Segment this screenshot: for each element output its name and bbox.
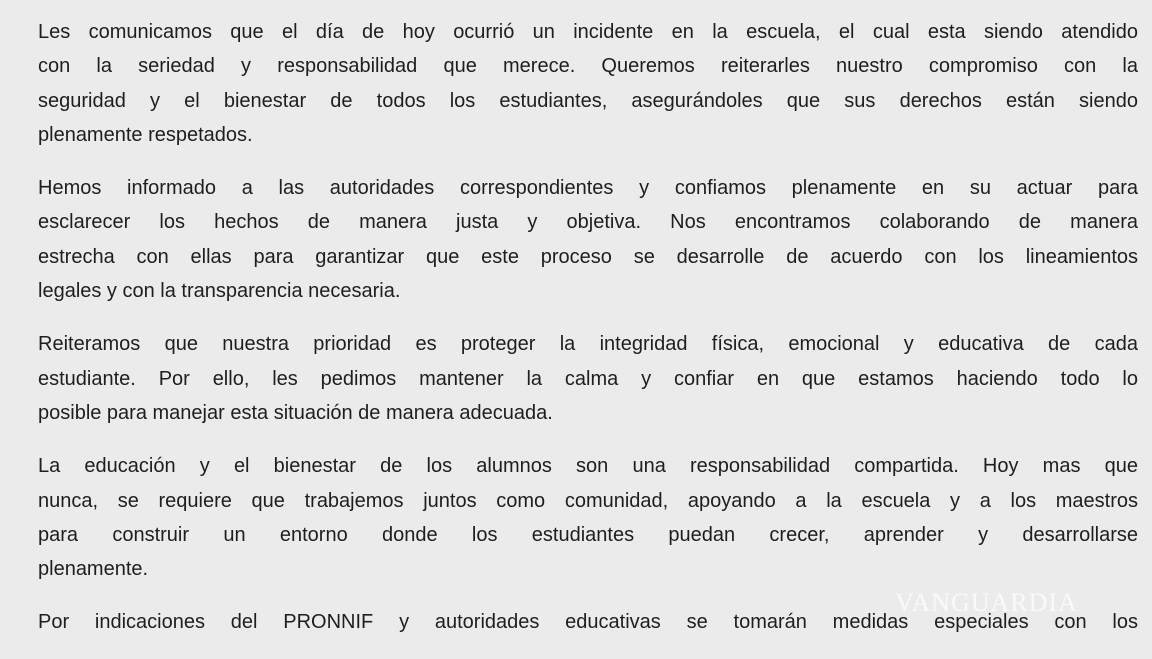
text-line: estrecha con ellas para garantizar que este proceso se desarrolle de acuerdo con los lineamientos (38, 245, 1138, 268)
paragraph (38, 327, 1138, 430)
text-line: Hemos informado a las autoridades correspondientes y confiamos plenamente en su actuar para (38, 177, 1138, 200)
text-line: legales y con la transparencia necesaria. (38, 280, 401, 303)
paragraph (38, 449, 1138, 586)
text-line: para construir un entorno donde los estudiantes puedan crecer, aprender y desarrollarse (38, 523, 1138, 546)
text-line: seguridad y el bienestar de todos los estudiantes, asegurándoles que sus derechos están siendo (38, 89, 1138, 112)
text-line: Por indicaciones del PRONNIF y autoridades educativas se tomarán medidas especiales con los (38, 611, 1138, 634)
text-line: esclarecer los hechos de manera justa y objetiva. Nos encontramos colaborando de manera (38, 211, 1138, 234)
watermark: VANGUARDIA (895, 588, 1078, 617)
text-line: Reiteramos que nuestra prioridad es proteger la integridad física, emocional y educativa de cada (38, 333, 1138, 356)
text-line: estudiante. Por ello, les pedimos mantener la calma y confiar en que estamos haciendo todo lo (38, 367, 1138, 390)
text-line: nunca, se requiere que trabajemos juntos como comunidad, apoyando a la escuela y a los maestros (38, 489, 1138, 512)
text-line: posible para manejar esta situación de manera adecuada. (38, 401, 553, 424)
text-line: plenamente respetados. (38, 123, 253, 146)
text-line: La educación y el bienestar de los alumnos son una responsabilidad compartida. Hoy mas que (38, 455, 1138, 478)
paragraph (38, 171, 1138, 308)
text-line: con la seriedad y responsabilidad que merece. Queremos reiterarles nuestro compromiso con la (38, 55, 1138, 78)
paragraph (38, 15, 1138, 152)
text-line: plenamente. (38, 558, 149, 581)
letter-body (38, 15, 1138, 659)
text-line: Les comunicamos que el día de hoy ocurrió un incidente en la escuela, el cual esta siendo atendido (38, 21, 1138, 43)
